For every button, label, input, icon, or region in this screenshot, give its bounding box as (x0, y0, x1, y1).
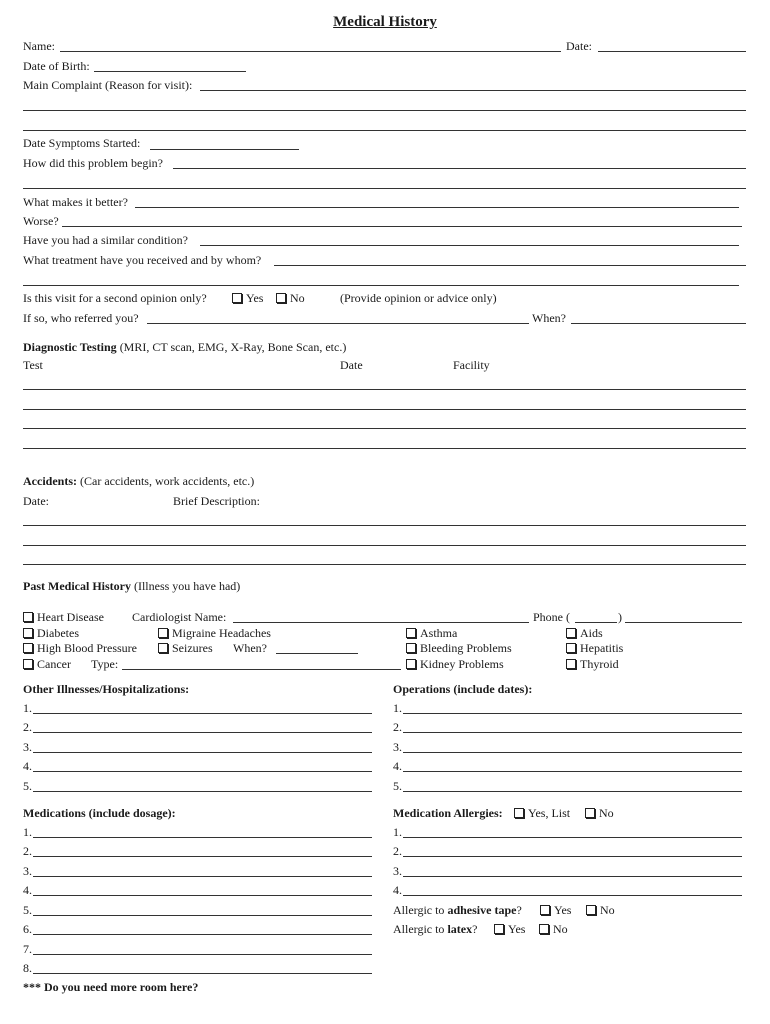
medication-field-4[interactable] (33, 895, 372, 896)
diagnostic-line-1[interactable] (23, 389, 746, 390)
how-begin-label: How did this problem begin? (23, 156, 163, 170)
accidents-line-1[interactable] (23, 525, 746, 526)
date-label: Date: (566, 39, 592, 53)
medication-item-7: 7. (23, 942, 32, 956)
latex-question: Allergic to latex? (393, 922, 478, 936)
latex-yes[interactable]: Yes (494, 922, 525, 936)
seizures-when-label: When? (233, 641, 267, 655)
cardiologist-field[interactable] (233, 622, 529, 623)
phone-number-field[interactable] (625, 622, 742, 623)
symptoms-started-label: Date Symptoms Started: (23, 136, 141, 150)
name-field[interactable] (60, 51, 561, 52)
diagnostic-line-2[interactable] (23, 409, 746, 410)
allergy-item-3: 3. (393, 864, 402, 878)
pmh-kidney[interactable]: Kidney Problems (406, 657, 504, 671)
pmh-heading: Past Medical History (Illness you have had) (23, 579, 241, 593)
operation-item-5: 5. (393, 779, 402, 793)
allergy-item-1: 1. (393, 825, 402, 839)
operation-field-2[interactable] (403, 732, 742, 733)
medication-item-4: 4. (23, 883, 32, 897)
checkbox-icon (585, 808, 595, 818)
diagnostic-col-date: Date (340, 358, 363, 372)
cancer-type-field[interactable] (122, 669, 401, 670)
complaint-field[interactable] (200, 90, 746, 91)
how-begin-line-2[interactable] (23, 188, 746, 189)
medication-item-2: 2. (23, 844, 32, 858)
checkbox-icon (539, 924, 549, 934)
checkbox-icon (586, 905, 596, 915)
operation-item-1: 1. (393, 701, 402, 715)
allergy-field-2[interactable] (403, 856, 742, 857)
allergies-no[interactable]: No (585, 806, 614, 820)
referred-field[interactable] (147, 323, 529, 324)
similar-field[interactable] (200, 245, 739, 246)
worse-label: Worse? (23, 214, 59, 228)
medication-item-5: 5. (23, 903, 32, 917)
allergy-field-4[interactable] (403, 895, 742, 896)
allergy-item-4: 4. (393, 883, 402, 897)
illness-item-2: 2. (23, 720, 32, 734)
allergy-item-2: 2. (393, 844, 402, 858)
operation-field-1[interactable] (403, 713, 742, 714)
checkbox-icon (494, 924, 504, 934)
illness-item-3: 3. (23, 740, 32, 754)
second-opinion-yes[interactable]: Yes (232, 291, 263, 305)
illness-field-3[interactable] (33, 752, 372, 753)
better-label: What makes it better? (23, 195, 128, 209)
medication-item-8: 8. (23, 961, 32, 975)
phone-close: ) (618, 610, 622, 624)
adhesive-question: Allergic to adhesive tape? (393, 903, 522, 917)
diagnostic-line-3[interactable] (23, 428, 746, 429)
second-opinion-label: Is this visit for a second opinion only? (23, 291, 207, 305)
allergies-yes-list[interactable]: Yes, List (514, 806, 570, 820)
pmh-cancer[interactable]: Cancer (23, 657, 71, 671)
pmh-seizures[interactable]: Seizures (158, 641, 213, 655)
operations-heading: Operations (include dates): (393, 682, 533, 696)
date-field[interactable] (598, 51, 746, 52)
illness-field-5[interactable] (33, 791, 372, 792)
illness-item-4: 4. (23, 759, 32, 773)
checkbox-icon (540, 905, 550, 915)
allergies-heading: Medication Allergies: (393, 806, 503, 820)
adhesive-yes[interactable]: Yes (540, 903, 571, 917)
accidents-line-3[interactable] (23, 564, 746, 565)
dob-label: Date of Birth: (23, 59, 90, 73)
phone-area-field[interactable] (575, 622, 617, 623)
latex-no[interactable]: No (539, 922, 568, 936)
diagnostic-col-test: Test (23, 358, 43, 372)
treatment-label: What treatment have you received and by whom? (23, 253, 262, 267)
diagnostic-heading: Diagnostic Testing (MRI, CT scan, EMG, X-Ray, Bone Scan, etc.) (23, 340, 347, 354)
second-opinion-no[interactable]: No (276, 291, 305, 305)
checkbox-icon (23, 612, 33, 622)
adhesive-no[interactable]: No (586, 903, 615, 917)
checkbox-icon (406, 659, 416, 669)
medications-heading: Medications (include dosage): (23, 806, 176, 820)
complaint-label: Main Complaint (Reason for visit): (23, 78, 193, 92)
similar-label: Have you had a similar condition? (23, 233, 188, 247)
pmh-bleeding[interactable]: Bleeding Problems (406, 641, 512, 655)
illness-item-5: 5. (23, 779, 32, 793)
dob-field[interactable] (94, 71, 246, 72)
pmh-diabetes[interactable]: Diabetes (23, 626, 79, 640)
medication-field-6[interactable] (33, 934, 372, 935)
allergy-field-3[interactable] (403, 876, 742, 877)
medication-field-3[interactable] (33, 876, 372, 877)
checkbox-icon (158, 628, 168, 638)
opinion-note: (Provide opinion or advice only) (340, 291, 497, 305)
complaint-line-2[interactable] (23, 110, 746, 111)
referred-when-label: When? (532, 311, 566, 325)
medication-item-1: 1. (23, 825, 32, 839)
pmh-high-blood-pressure[interactable]: High Blood Pressure (23, 641, 137, 655)
seizures-when-field[interactable] (276, 653, 358, 654)
referred-when-field[interactable] (571, 323, 746, 324)
how-begin-field[interactable] (173, 168, 746, 169)
pmh-asthma[interactable]: Asthma (406, 626, 457, 640)
medication-field-2[interactable] (33, 856, 372, 857)
referred-label: If so, who referred you? (23, 311, 139, 325)
diagnostic-line-4[interactable] (23, 448, 746, 449)
pmh-migraine[interactable]: Migraine Headaches (158, 626, 271, 640)
checkbox-icon (566, 628, 576, 638)
treatment-line-2[interactable] (23, 285, 739, 286)
checkbox-icon (23, 628, 33, 638)
medication-item-6: 6. (23, 922, 32, 936)
pmh-thyroid[interactable]: Thyroid (566, 657, 619, 671)
medication-field-8[interactable] (33, 973, 372, 974)
operation-field-5[interactable] (403, 791, 742, 792)
better-field[interactable] (135, 207, 739, 208)
cardiologist-label: Cardiologist Name: (132, 610, 227, 624)
checkbox-icon (406, 628, 416, 638)
operation-field-3[interactable] (403, 752, 742, 753)
operation-item-4: 4. (393, 759, 402, 773)
checkbox-icon (566, 659, 576, 669)
medication-field-5[interactable] (33, 915, 372, 916)
diagnostic-col-facility: Facility (453, 358, 490, 372)
phone-label: Phone ( (533, 610, 570, 624)
accidents-line-2[interactable] (23, 545, 746, 546)
medication-field-1[interactable] (33, 837, 372, 838)
pmh-heart-disease[interactable]: Heart Disease (23, 610, 104, 624)
symptoms-started-field[interactable] (150, 149, 299, 150)
checkbox-icon (566, 643, 576, 653)
allergy-field-1[interactable] (403, 837, 742, 838)
operation-item-2: 2. (393, 720, 402, 734)
accidents-col-date: Date: (23, 494, 49, 508)
checkbox-icon (276, 293, 286, 303)
page-title: Medical History (333, 14, 437, 30)
checkbox-icon (23, 643, 33, 653)
pmh-aids[interactable]: Aids (566, 626, 603, 640)
medication-item-3: 3. (23, 864, 32, 878)
checkbox-icon (514, 808, 524, 818)
illness-field-2[interactable] (33, 732, 372, 733)
operation-item-3: 3. (393, 740, 402, 754)
treatment-field[interactable] (274, 265, 746, 266)
checkbox-icon (406, 643, 416, 653)
worse-field[interactable] (62, 226, 742, 227)
illness-field-1[interactable] (33, 713, 372, 714)
name-label: Name: (23, 39, 55, 53)
accidents-heading: Accidents: (Car accidents, work accidents, etc.) (23, 474, 255, 488)
illnesses-heading: Other Illnesses/Hospitalizations: (23, 682, 190, 696)
checkbox-icon (23, 659, 33, 669)
checkbox-icon (158, 643, 168, 653)
more-room-note: *** Do you need more room here? (23, 980, 199, 994)
pmh-hepatitis[interactable]: Hepatitis (566, 641, 623, 655)
complaint-line-3[interactable] (23, 130, 746, 131)
checkbox-icon (232, 293, 242, 303)
operation-field-4[interactable] (403, 771, 742, 772)
cancer-type-label: Type: (91, 657, 119, 671)
accidents-col-desc: Brief Description: (173, 494, 260, 508)
medication-field-7[interactable] (33, 954, 372, 955)
illness-item-1: 1. (23, 701, 32, 715)
illness-field-4[interactable] (33, 771, 372, 772)
